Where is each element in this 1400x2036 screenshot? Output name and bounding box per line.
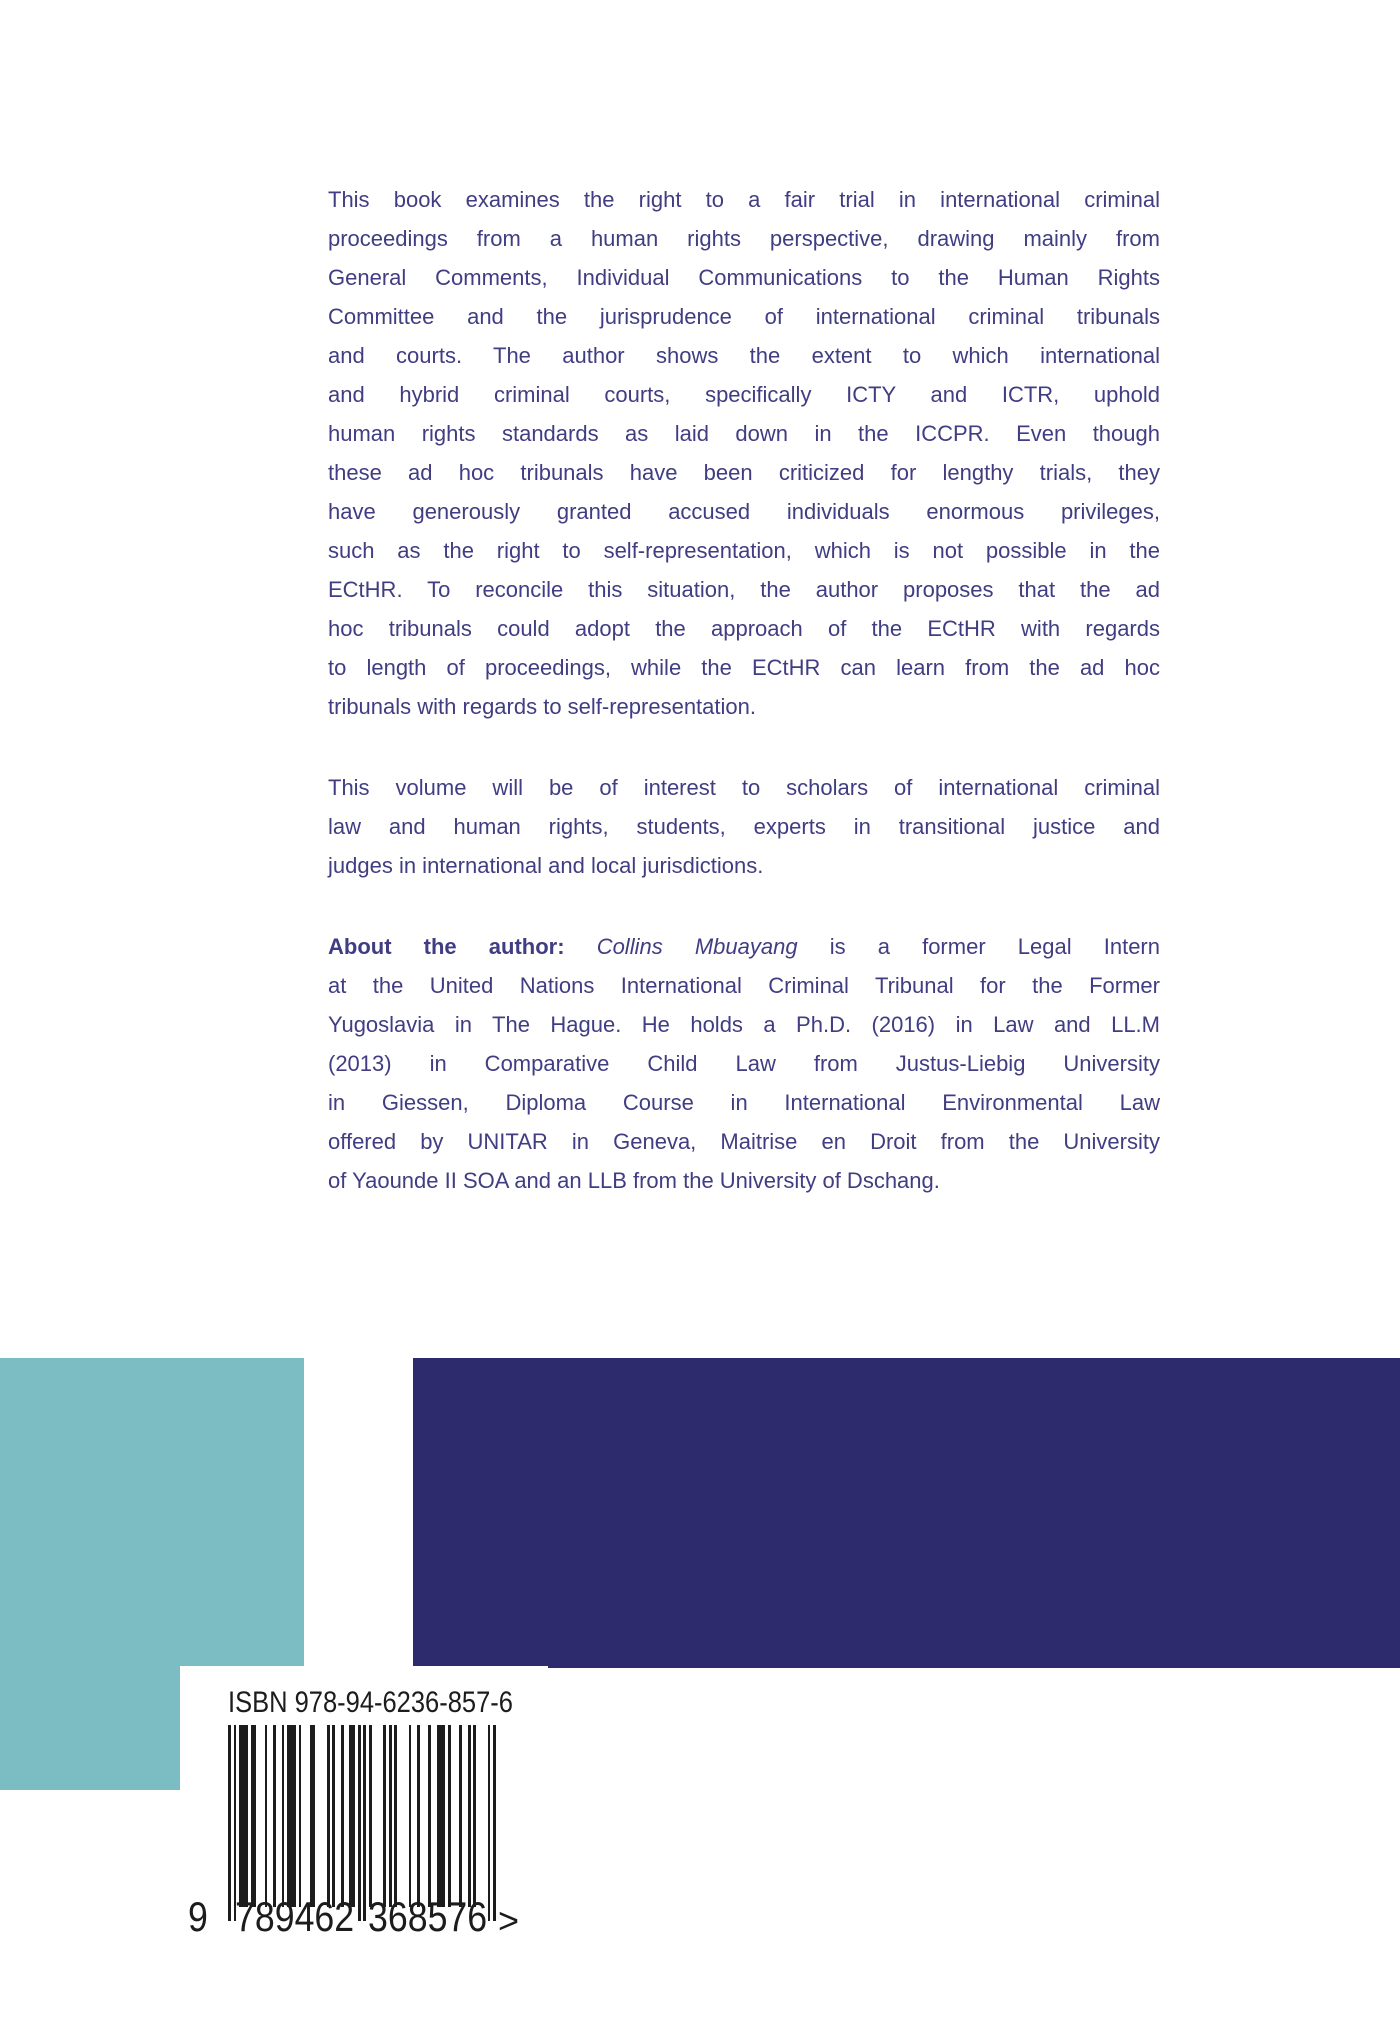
text-line: This volume will be of interest to scholars of international criminal — [328, 775, 1160, 800]
barcode-bar — [287, 1725, 295, 1907]
back-cover-text — [328, 180, 1160, 1200]
barcode-bar — [341, 1725, 344, 1907]
text-segment: About the author: — [328, 934, 597, 959]
text-line: in Giessen, Diploma Course in International Environmental Law — [328, 1090, 1160, 1115]
text-line: General Comments, Individual Communications to the Human Rights — [328, 265, 1160, 290]
barcode-bar — [468, 1725, 471, 1907]
barcode-bar — [265, 1725, 268, 1907]
audience-paragraph — [328, 768, 1160, 885]
text-line — [328, 927, 1160, 966]
barcode-digit-group: 9 — [188, 1893, 208, 1940]
text-line: such as the right to self-representation, which is not possible in the — [328, 538, 1160, 563]
barcode-bar — [299, 1725, 302, 1907]
text-segment: Collins Mbuayang — [596, 934, 798, 959]
text-line: human rights standards as laid down in the ICCPR. Even though — [328, 421, 1160, 446]
barcode-bar — [239, 1725, 247, 1907]
barcode-bar — [282, 1725, 285, 1907]
barcode-bar — [383, 1725, 386, 1907]
text-segment: is a former Legal Intern — [797, 934, 1160, 959]
barcode-digit-group: 368576 — [368, 1893, 488, 1940]
barcode-bar — [234, 1725, 237, 1921]
text-line: at the United Nations International Criminal Tribunal for the Former — [328, 973, 1160, 998]
barcode-bar — [228, 1725, 231, 1921]
about-author-paragraph — [328, 927, 1160, 1200]
text-line: and courts. The author shows the extent to which international — [328, 343, 1160, 368]
barcode-bar — [363, 1725, 366, 1921]
text-line: of Yaounde II SOA and an LLB from the University of Dschang. — [328, 1168, 940, 1193]
barcode-bar — [389, 1725, 392, 1907]
barcode-bar — [488, 1725, 491, 1921]
barcode-bar — [459, 1725, 462, 1907]
text-line: offered by UNITAR in Geneva, Maitrise en Droit from the University — [328, 1129, 1160, 1154]
barcode-bar — [358, 1725, 361, 1921]
text-line: proceedings from a human rights perspective, drawing mainly from — [328, 226, 1160, 251]
barcode-bar — [417, 1725, 420, 1907]
barcode-bar — [332, 1725, 335, 1907]
barcode-bar — [448, 1725, 451, 1907]
barcode-bar — [493, 1725, 496, 1921]
barcode-bar — [369, 1725, 372, 1907]
text-line: hoc tribunals could adopt the approach of the ECtHR with regards — [328, 616, 1160, 641]
barcode-bar — [428, 1725, 431, 1907]
barcode-bar — [409, 1725, 412, 1907]
text-line: ECtHR. To reconcile this situation, the author proposes that the ad — [328, 577, 1160, 602]
text-line: tribunals with regards to self-representation. — [328, 694, 756, 719]
barcode-bar — [273, 1725, 276, 1907]
barcode-digit-group: 789462 — [235, 1893, 355, 1940]
barcode-bar — [473, 1725, 476, 1907]
barcode-quiet-zone-mark: > — [498, 1900, 520, 1941]
isbn-label: ISBN 978-94-6236-857-6 — [228, 1686, 513, 1719]
barcode-bar — [437, 1725, 445, 1907]
barcode-bar — [310, 1725, 316, 1907]
text-line: have generously granted accused individuals enormous privileges, — [328, 499, 1160, 524]
text-line: to length of proceedings, while the ECtHR can learn from the ad hoc — [328, 655, 1160, 680]
text-line: and hybrid criminal courts, specifically ICTY and ICTR, uphold — [328, 382, 1160, 407]
text-line: these ad hoc tribunals have been criticized for lengthy trials, they — [328, 460, 1160, 485]
barcode-bar — [327, 1725, 330, 1907]
text-line: Committee and the jurisprudence of international criminal tribunals — [328, 304, 1160, 329]
text-line: This book examines the right to a fair trial in international criminal — [328, 187, 1160, 212]
barcode-bar — [349, 1725, 355, 1907]
barcode-bar — [394, 1725, 397, 1907]
synopsis-paragraph — [328, 180, 1160, 726]
barcode-bar — [251, 1725, 257, 1907]
text-line: judges in international and local jurisdictions. — [328, 853, 764, 878]
text-line: (2013) in Comparative Child Law from Justus-Liebig University — [328, 1051, 1160, 1076]
text-line: Yugoslavia in The Hague. He holds a Ph.D. (2016) in Law and LL.M — [328, 1012, 1160, 1037]
navy-color-block — [413, 1358, 1400, 1668]
isbn-box — [180, 1666, 548, 1946]
text-line: law and human rights, students, experts in transitional justice and — [328, 814, 1160, 839]
ean13-barcode — [228, 1725, 496, 1921]
